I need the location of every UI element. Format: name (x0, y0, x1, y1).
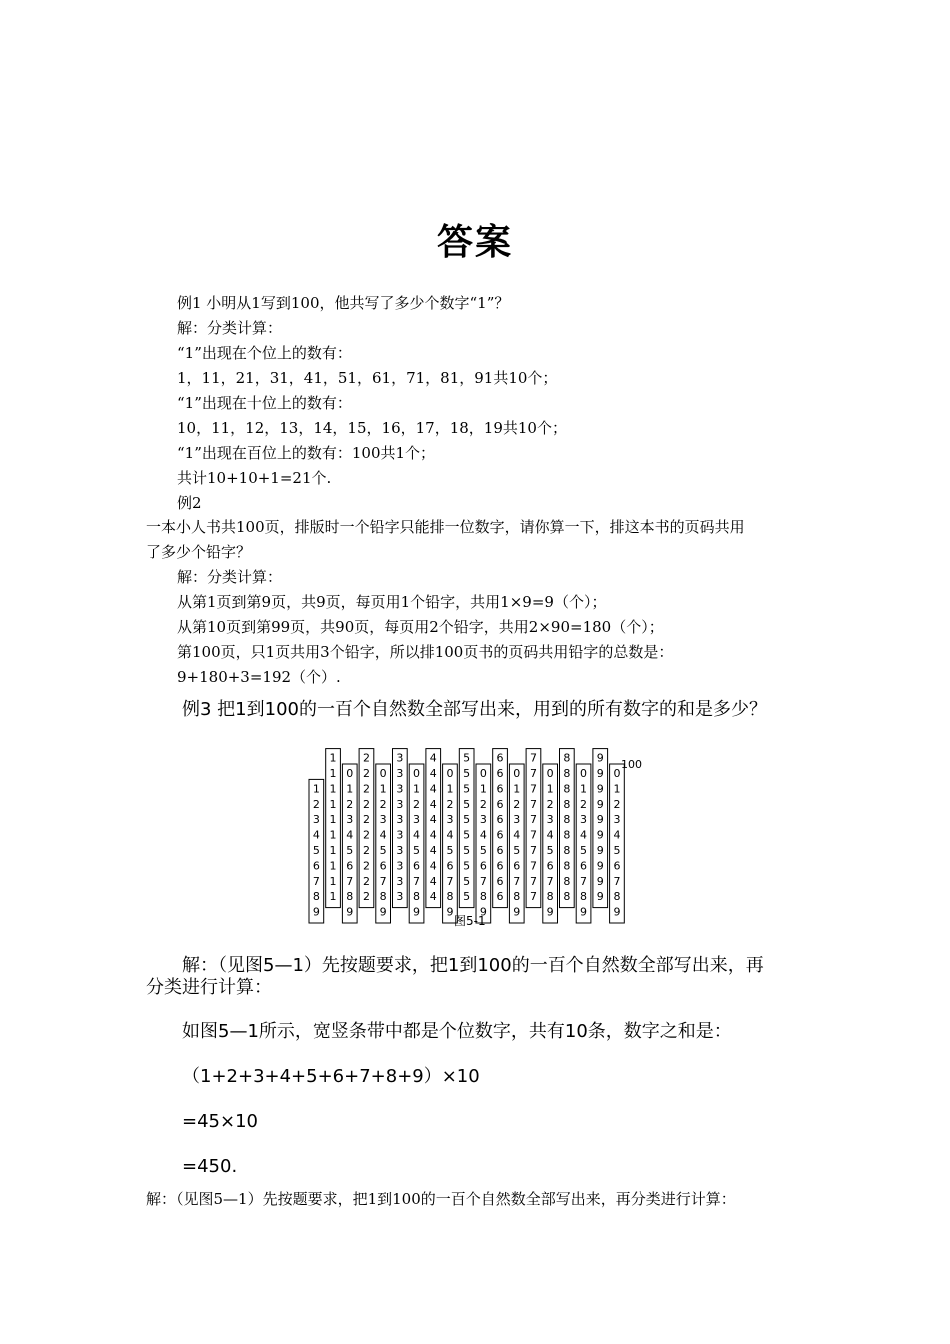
strip-digit: 4 (446, 828, 454, 842)
strip-digit: 0 (446, 767, 454, 780)
strip-digit: 1 (329, 844, 337, 857)
solution-line-3: 如图5—1所示，宽竖条带中都是个位数字，共有10条，数字之和是： (182, 1021, 732, 1042)
strip-digit: 2 (362, 797, 370, 811)
strip-digit: 0 (479, 767, 487, 780)
solution-line-1: 解：（见图5—1）先按题要求，把1到100的一百个自然数全部写出来，再 (182, 955, 764, 976)
strip-digit: 4 (429, 859, 437, 873)
strip-digit: 1 (513, 782, 521, 796)
strip-digit: 3 (346, 813, 354, 827)
strip-digit: 8 (563, 813, 571, 827)
strip-digit: 0 (546, 767, 554, 780)
strip-digit: 8 (379, 890, 387, 904)
text-line: 例2 (177, 494, 202, 512)
text-line: 例1 小明从1写到100，他共写了多少个数字“1”？ (177, 294, 510, 312)
strip-digit: 2 (362, 767, 370, 780)
strip-digit: 2 (479, 797, 487, 811)
strip-digit: 4 (429, 782, 437, 796)
strip-digit: 4 (346, 828, 354, 842)
strip-digit: 7 (529, 844, 537, 857)
strip-digit: 6 (613, 859, 621, 873)
strip-digit: 4 (429, 874, 437, 888)
strip-digit: 9 (312, 905, 320, 919)
strip-digit: 2 (580, 797, 588, 811)
strip-digit: 9 (446, 905, 454, 919)
strip-digit: 4 (513, 828, 521, 842)
strip-digit: 2 (546, 797, 554, 811)
strip-digit: 1 (329, 859, 337, 873)
strip-digit: 8 (446, 890, 454, 904)
strip-digit: 6 (513, 859, 521, 873)
strip-digit: 1 (329, 874, 337, 888)
strip-digit: 3 (379, 813, 387, 827)
text-line: 9+180+3=192（个）. (177, 668, 341, 686)
calc-line-2: =45×10 (182, 1111, 258, 1132)
strip-digit: 9 (596, 782, 604, 796)
strip-digit: 1 (546, 782, 554, 796)
strip-digit: 9 (596, 797, 604, 811)
text-line: 1，11，21，31，41，51，61，71，81，91共10个； (177, 369, 558, 387)
strip-digit: 5 (463, 782, 471, 796)
strip-digit: 9 (596, 890, 604, 904)
strip-digit: 5 (463, 859, 471, 873)
text-line: 解：分类计算： (177, 568, 283, 586)
strip-digit: 7 (613, 874, 621, 888)
strip-digit: 6 (446, 859, 454, 873)
strip-digit: 2 (379, 797, 387, 811)
strip-digit: 1 (329, 813, 337, 827)
strip-digit: 7 (529, 797, 537, 811)
strip-digit: 6 (496, 859, 504, 873)
strip-digit: 3 (396, 797, 404, 811)
strip-digit: 4 (379, 828, 387, 842)
strip-digit: 5 (546, 844, 554, 857)
strip-digit: 6 (580, 859, 588, 873)
strip-digit: 8 (312, 890, 320, 904)
strip-digit: 8 (346, 890, 354, 904)
strip-digit: 7 (580, 874, 588, 888)
strip-digit: 2 (362, 859, 370, 873)
strip-digit: 2 (513, 797, 521, 811)
strip-digit: 4 (312, 828, 320, 842)
strip-digit: 2 (312, 797, 320, 811)
strip-digit: 3 (513, 813, 521, 827)
strip-digit: 8 (580, 890, 588, 904)
strip-digit: 5 (346, 844, 354, 857)
strip-digit: 6 (496, 782, 504, 796)
strip-digit: 5 (446, 844, 454, 857)
strip-digit: 8 (563, 828, 571, 842)
strip-digit: 4 (546, 828, 554, 842)
text-line: 从第10页到第99页，共90页，每页用2个铅字，共用2×90=180（个）； (177, 618, 664, 636)
strip-digit: 7 (446, 874, 454, 888)
text-line: 10，11，12，13，14，15，16，17，18，19共10个； (177, 419, 567, 437)
strip-digit: 9 (596, 813, 604, 827)
strip-digit: 5 (312, 844, 320, 857)
strip-digit: 1 (329, 890, 337, 904)
strip-digit: 2 (446, 797, 454, 811)
strip-digit: 1 (329, 782, 337, 796)
strip-digit: 9 (546, 905, 554, 919)
strip-digit: 3 (546, 813, 554, 827)
strip-digit: 1 (446, 782, 454, 796)
strip-digit: 8 (563, 767, 571, 780)
strip-digit: 3 (413, 813, 421, 827)
strip-digit: 6 (496, 844, 504, 857)
strip-digit: 3 (396, 782, 404, 796)
strip-digit: 9 (479, 905, 487, 919)
strip-digit: 3 (446, 813, 454, 827)
strip-digit: 9 (596, 751, 604, 765)
strip-digit: 8 (563, 890, 571, 904)
strip-digit: 2 (362, 890, 370, 904)
strip-digit: 7 (529, 782, 537, 796)
strip-digit: 8 (563, 859, 571, 873)
strip-digit: 5 (463, 767, 471, 780)
strip-digit: 2 (362, 813, 370, 827)
strip-digit: 8 (513, 890, 521, 904)
example3-question: 例3 把1到100的一百个自然数全部写出来，用到的所有数字的和是多少？ (182, 699, 767, 720)
strip-digit: 4 (580, 828, 588, 842)
strip-digit: 6 (379, 859, 387, 873)
strip-digit: 4 (479, 828, 487, 842)
strip-digit: 6 (496, 828, 504, 842)
strip-digit: 2 (362, 844, 370, 857)
strip-digit: 7 (529, 813, 537, 827)
strip-digit: 7 (529, 890, 537, 904)
strip-digit: 3 (396, 751, 404, 765)
strip-digit: 2 (346, 797, 354, 811)
strip-digit: 4 (429, 813, 437, 827)
strip-digit: 6 (312, 859, 320, 873)
text-line: “1”出现在个位上的数有： (177, 344, 352, 362)
strip-digit: 5 (463, 797, 471, 811)
strip-digit: 3 (396, 844, 404, 857)
strip-digit: 4 (613, 828, 621, 842)
strip-digit: 5 (463, 813, 471, 827)
strip-digit: 5 (479, 844, 487, 857)
strip-digit: 8 (546, 890, 554, 904)
calc-line-3: =450. (182, 1156, 238, 1177)
label-100: 100 (621, 758, 642, 771)
strip-digit: 2 (362, 751, 370, 765)
strip-digit: 6 (496, 813, 504, 827)
strip-digit: 4 (429, 828, 437, 842)
strip-digit: 5 (463, 890, 471, 904)
strip-digit: 8 (479, 890, 487, 904)
strip-digit: 1 (312, 782, 320, 796)
strip-digit: 9 (580, 905, 588, 919)
strip-digit: 4 (413, 828, 421, 842)
strip-digit: 1 (329, 767, 337, 780)
strip-digit: 1 (329, 797, 337, 811)
strip-digit: 2 (413, 797, 421, 811)
text-line: 第100页，只1页共用3个铅字，所以排100页书的页码共用铅字的总数是： (177, 643, 674, 661)
strip-digit: 8 (563, 751, 571, 765)
strip-digit: 6 (496, 767, 504, 780)
strip-digit: 8 (563, 782, 571, 796)
strip-digit: 5 (513, 844, 521, 857)
strip-digit: 7 (312, 874, 320, 888)
strip-digit: 0 (413, 767, 421, 780)
strip-digit: 9 (413, 905, 421, 919)
strip-digit: 7 (513, 874, 521, 888)
strip-digit: 3 (396, 859, 404, 873)
strip-digit: 4 (429, 751, 437, 765)
strip-digit: 4 (429, 844, 437, 857)
strip-digit: 7 (413, 874, 421, 888)
strip-digit: 9 (346, 905, 354, 919)
strip-digit: 4 (429, 797, 437, 811)
strip-digit: 6 (413, 859, 421, 873)
strip-digit: 1 (329, 751, 337, 765)
strip-digit: 6 (479, 859, 487, 873)
strip-digit: 1 (580, 782, 588, 796)
strip-digit: 5 (613, 844, 621, 857)
strip-digit: 5 (463, 751, 471, 765)
strip-digit: 3 (396, 813, 404, 827)
strip-digit: 8 (613, 890, 621, 904)
strip-digit: 7 (529, 859, 537, 873)
strip-digit: 3 (479, 813, 487, 827)
strip-digit: 4 (429, 767, 437, 780)
figure-5-1 (308, 746, 648, 932)
strip-digit: 6 (346, 859, 354, 873)
strip-digit: 3 (396, 767, 404, 780)
strip-digit: 3 (580, 813, 588, 827)
text-line: 共计10+10+1=21个. (177, 469, 332, 487)
strip-digit: 9 (613, 905, 621, 919)
strip-digit: 0 (513, 767, 521, 780)
strip-digit: 6 (496, 797, 504, 811)
strip-digit: 5 (463, 828, 471, 842)
strip-digit: 5 (379, 844, 387, 857)
strip-digit: 9 (596, 859, 604, 873)
text-line: “1”出现在十位上的数有： (177, 394, 352, 412)
strip-digit: 8 (413, 890, 421, 904)
strip-digit: 0 (379, 767, 387, 780)
strip-digit: 7 (546, 874, 554, 888)
text-line: “1”出现在百位上的数有：100共1个； (177, 444, 436, 462)
strip-digit: 9 (596, 844, 604, 857)
strip-digit: 3 (396, 874, 404, 888)
strip-digit: 9 (379, 905, 387, 919)
strip-digit: 9 (596, 828, 604, 842)
strip-digit: 8 (563, 844, 571, 857)
strip-digit: 5 (413, 844, 421, 857)
strip-digit: 5 (463, 874, 471, 888)
strip-digit: 7 (479, 874, 487, 888)
strip-digit: 2 (613, 797, 621, 811)
strip-digit: 6 (496, 890, 504, 904)
strip-digit: 1 (379, 782, 387, 796)
strip-digit: 3 (396, 890, 404, 904)
strip-digit: 8 (563, 874, 571, 888)
strip-digit: 6 (496, 751, 504, 765)
strip-digit: 0 (613, 767, 621, 780)
strip-digit: 1 (329, 828, 337, 842)
strip-digit: 1 (413, 782, 421, 796)
strip-digit: 6 (496, 874, 504, 888)
strip-digit: 3 (312, 813, 320, 827)
solution-line-2: 分类进行计算： (146, 977, 272, 998)
strip-digit: 2 (362, 874, 370, 888)
strip-digit: 7 (346, 874, 354, 888)
strip-digit: 5 (463, 844, 471, 857)
strip-digit: 9 (596, 874, 604, 888)
strip-digit: 0 (346, 767, 354, 780)
strip-digit: 1 (346, 782, 354, 796)
strip-digit: 7 (379, 874, 387, 888)
strip-digit: 9 (596, 767, 604, 780)
strip-digit: 5 (580, 844, 588, 857)
strip-digit: 1 (479, 782, 487, 796)
strip-digit: 7 (529, 828, 537, 842)
footer-line: 解：（见图5—1）先按题要求，把1到100的一百个自然数全部写出来，再分类进行计算： (146, 1190, 736, 1208)
strip-digit: 0 (580, 767, 588, 780)
strip-digit: 4 (429, 890, 437, 904)
strip-digit: 7 (529, 751, 537, 765)
strip-digit: 7 (529, 874, 537, 888)
text-line: 了多少个铅字？ (146, 543, 252, 561)
strip-digit: 7 (529, 767, 537, 780)
strip-digit: 2 (362, 828, 370, 842)
text-line: 从第1页到第9页，共9页，每页用1个铅字，共用1×9=9（个）； (177, 593, 607, 611)
strip-digit: 2 (362, 782, 370, 796)
page-title: 答案 (436, 222, 513, 263)
strip-digit: 3 (396, 828, 404, 842)
strip-digit: 3 (613, 813, 621, 827)
calc-line-1: （1+2+3+4+5+6+7+8+9）×10 (182, 1066, 480, 1087)
strip-digit: 8 (563, 797, 571, 811)
strip-digit: 6 (546, 859, 554, 873)
text-line: 解：分类计算： (177, 319, 283, 337)
strip-digit: 9 (513, 905, 521, 919)
text-line: 一本小人书共100页，排版时一个铅字只能排一位数字，请你算一下，排这本书的页码共用 (146, 518, 745, 536)
strip-digit: 1 (613, 782, 621, 796)
figure-caption: 图5-1 (454, 914, 486, 928)
